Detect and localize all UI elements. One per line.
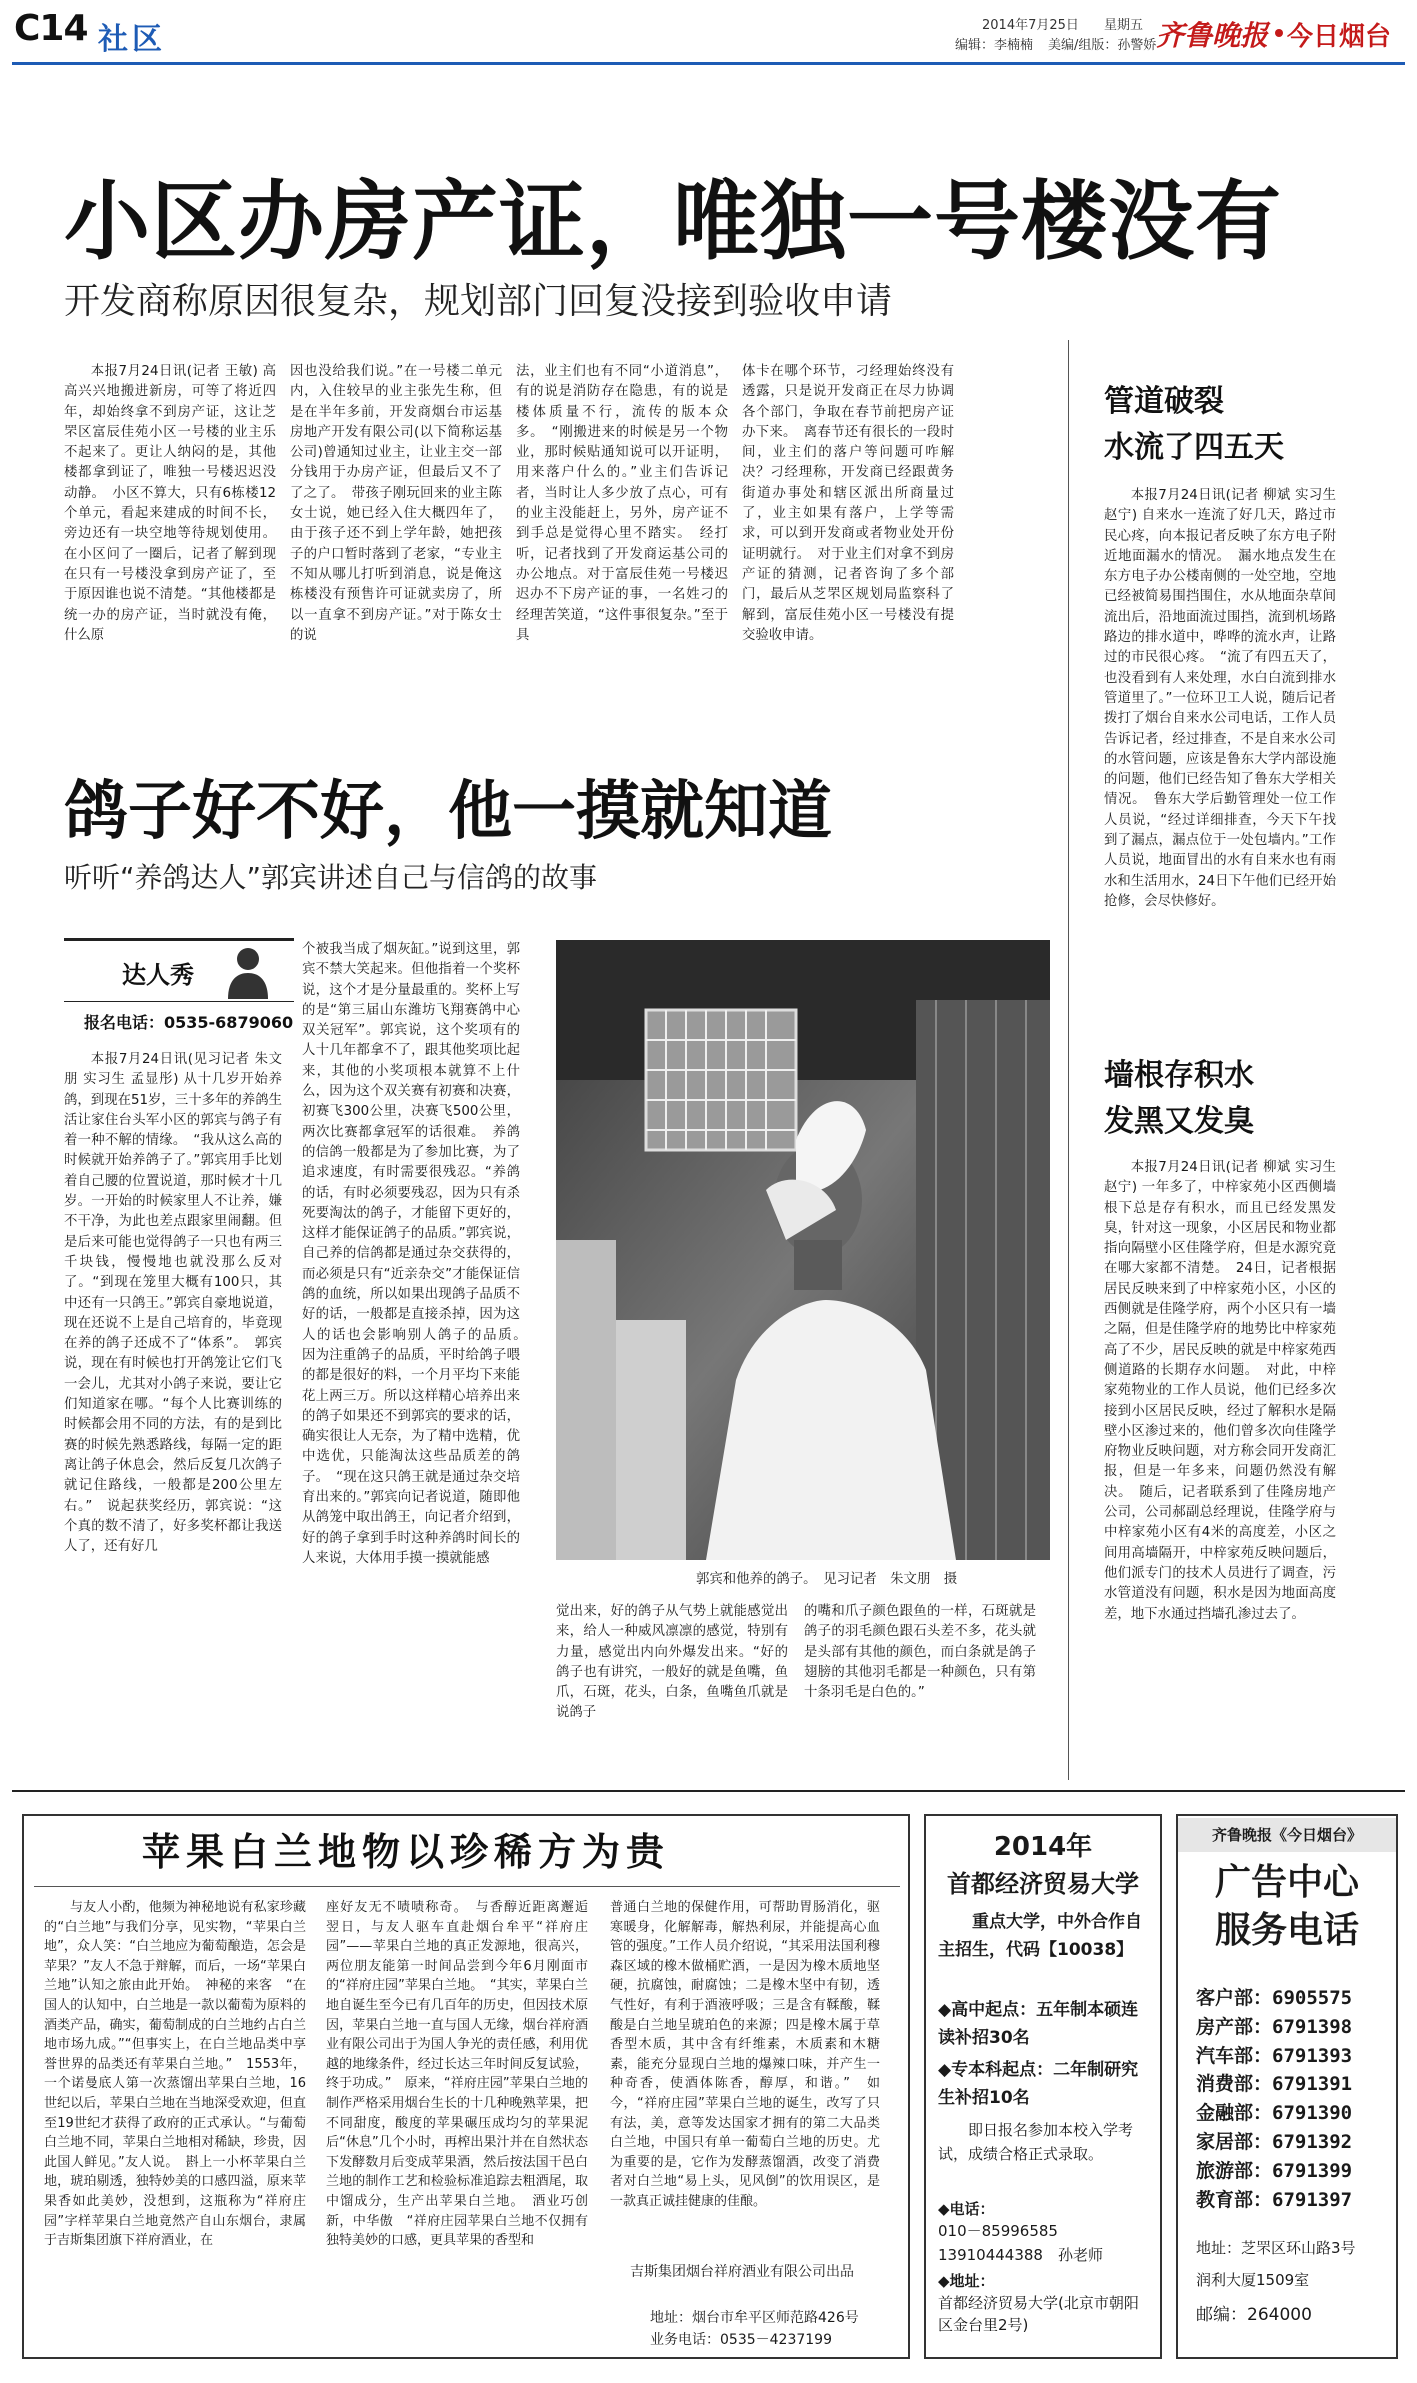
logo-dot [1275,29,1283,37]
university-ad-address: 首都经济贸易大学(北京市朝阳区金台里2号) [938,2294,1139,2334]
ad-center-postcode: 邮编：264000 [1196,2305,1312,2325]
photo-caption: 郭宾和他养的鸽子。 见习记者 朱文朋 摄 [696,1572,958,1587]
ads-top-rule [12,1790,1405,1792]
page-header [0,0,1417,70]
university-ad-tel-label: ◆电话： [938,2200,995,2218]
contact-row: 旅游部：6791399 [1196,2159,1353,2182]
edition-name: 今日烟台 [1287,22,1392,52]
story1-subheadline: 开发商称原因很复杂，规划部门回复没接到验收申请 [64,281,893,322]
brandy-ad-address: 地址：烟台市牟平区师范路426号 [650,2310,859,2326]
university-ad-item1: ◆高中起点：五年制本硕连读补招30名 [938,2000,1139,2048]
section-name: 社区 [98,22,166,57]
ad-center-top: 齐鲁晚报《今日烟台》 [1178,1818,1396,1852]
contact-row: 家居部：6791392 [1196,2130,1353,2153]
contact-list [1196,1984,1392,2214]
story1-col4: 体卡在哪个环节，刁经理始终没有透露，只是说开发商正在尽力协调各个部门，争取在春节前把房产证办下来。 离春节还有很长的一段时间，业主们的落户等问题可咋解决？刁经理称，开发商已经跟黄务街道办事处和辖区派出所商量过了，业主如果有落户，上学等需求，可以到开发商或者物业处开份证明就行。 对于业主们对拿不到房产证的猜测，记者咨询了多个部门，最后从芝罘区规划局监察科了解到，富辰佳苑小区一号楼没有提交验收申请。 [742,364,954,643]
brandy-ad-col3: 普通白兰地的保健作用，可帮助胃肠消化，驱寒暖身，化解解毒，解热利尿，并能提高心血管的强度。”工作人员介绍说，“其采用法国利穆森区域的橡木做桶贮酒，一是因为橡木质地坚硬，抗腐蚀，耐腐蚀；二是橡木坚中有韧，透气性好，有利于酒液呼吸；三是含有鞣酸，鞣酸是白兰地呈琥珀色的来源；四是橡木属于草香型木质，其中含有纤维素，木质素和木糖素，能充分显现白兰地的爆辣口味，并产生一种奇香，使酒体陈香，醇厚，和谐。” 如今，“祥府庄园”苹果白兰地的诞生，改写了只有法，美，意等发达国家才拥有的第二大品类白兰地，中国只有单一葡萄白兰地的历史。尤为重要的是，它作为发酵蒸馏酒，改变了消费者对白兰地“易上头，见风倒”的饮用误区，是一款真正诚挂健康的佳酿。 [610,1900,880,2209]
university-ad-school: 首都经济贸易大学 [947,1870,1139,1898]
side1-title-2: 水流了四五天 [1104,430,1284,465]
side2-title-1: 墙根存积水 [1104,1058,1254,1093]
story2-headline: 鸽子好不好，他一摸就知道 [64,775,832,849]
ad-center-title1: 广告中心 [1214,1862,1359,1903]
person-silhouette-icon [224,943,272,999]
header-date: 2014年7月25日 [982,18,1079,33]
contact-row: 汽车部：6791393 [1196,2044,1353,2067]
page-code: C14 [14,8,88,49]
header-weekday: 星期五 [1104,18,1144,33]
header-rule [12,62,1405,65]
story2-col2: 个被我当成了烟灰缸。”说到这里，郭宾不禁大笑起来。但他指着一个奖杯说，这个才是分量最重的。奖杯上写的是“第三届山东潍坊飞翔赛鸽中心双关冠军”。郭宾说，这个奖项有的人十几年都拿不了，跟其他奖项比起来，其他的小奖项根本就算不上什么，因为这个双关赛有初赛和决赛，初赛飞300公里，决赛飞500公里，两次比赛都拿冠军的话很难。 养鸽的信鸽一般都是为了参加比赛，为了追求速度，有时需要很残忍。“养鸽的话，有时必须要残忍，因为只有杀死要淘汰的鸽子，才能留下更好的，这样才能保证鸽子的品质。”郭宾说，自己养的信鸽都是通过杂交获得的，而必须是只有“近亲杂交”才能保证信鸽的血统，所以如果出现鸽子品质不好的话，一般都是直接杀掉，因为这人的话也会影响别人鸽子的品质。 因为注重鸽子的品质，平时给鸽子喂的都是很好的料，一个月平均下来能花上两三万。所以这样精心培养出来的鸽子如果还不到郭宾的要求的话，确实很让人无奈，为了精中选精，优中选优，只能淘汰这些品质差的鸽子。 “现在这只鸽王就是通过杂交培育出来的。”郭宾向记者说道，随即他从鸽笼中取出鸽王，向记者介绍到，好的鸽子拿到手时这种养鸽时间长的人来说，大体用手摸一摸就能感 [302,942,534,1566]
story1-col1: 本报7月24日讯(记者 王敏) 高高兴兴地搬进新房，可等了将近四年，却始终拿不到房产证，这让芝罘区富辰佳苑小区一号楼的业主乐不起来了。更让人纳闷的是，其他楼都拿到证了，唯独一号楼迟迟没动静。 小区不算大，只有6栋楼12个单元，看起来建成的时间不长，旁边还有一块空地等待规划使用。在小区问了一圈后，记者了解到现在只有一号楼没拿到房产证了，至于原因谁也说不清楚。“其他楼都是统一办的房产证，当时就没有俺，什么原 [64,364,276,643]
contact-row: 教育部：6791397 [1196,2188,1353,2211]
story1-col3: 法，业主们也有不同“小道消息”，有的说是消防存在隐患，有的说是楼体质量不行，流传的版本众多。 “刚搬进来的时候是另一个物业，那时候贴通知说可以开证明，用来落户什么的。”业主们告诉记者，当时让人多少放了点心，可有的业主没能赶上，另外，房产证不到手总是觉得心里不踏实。 经打听，记者找到了开发商运基公司的办公地点。对于富辰佳苑一号楼迟迟办不下房产证的事，一名姓刁的经理苦笑道，“这件事很复杂。”至于具 [516,364,728,643]
brandy-ad-company: 吉斯集团烟台祥府酒业有限公司出品 [630,2264,854,2280]
story1-col2: 因也没给我们说。”在一号楼二单元内，入住较早的业主张先生称，但是在半年多前，开发商烟台市运基房地产开发有限公司(以下简称运基公司)曾通知过业主，让业主交一部分钱用于办房产证，但最后又不了了之了。 带孩子刚玩回来的业主陈女士说，她已经入住大概四年了，由于孩子还不到上学年龄，她把孩子的户口暂时落到了老家，“专业主不知从哪儿打听到消息，说是俺这栋楼没有预售许可证就卖房了，所以一直拿不到房产证。”对于陈女士的说 [290,364,502,643]
contact-row: 消费部：6791391 [1196,2073,1353,2096]
university-ad-tel1: 010－85996585 [938,2222,1058,2240]
brandy-ad-rule [34,1886,900,1887]
contact-row: 客户部：6905575 [1196,1987,1353,2009]
university-ad-tel2: 13910444388 孙老师 [938,2246,1103,2264]
ad-center-address2: 润利大厦1509室 [1196,2271,1310,2289]
side2-title-2: 发黑又发臭 [1104,1104,1254,1139]
story2-bottom-col-b: 的嘴和爪子颜色跟鱼的一样，石斑就是鸽子的羽毛颜色跟石头差不多，花头就是头部有其他的颜色，而白条就是鸽子翅膀的其他羽毛都是一种颜色，只有第十条羽毛是白色的。” [804,1604,1036,1701]
paper-logo: 齐鲁晚报 [1156,19,1269,52]
contact-row: 金融部：6791390 [1196,2102,1353,2125]
brandy-ad-phone: 业务电话：0535－4237199 [650,2332,832,2348]
ad-center-title2: 服务电话 [1214,1910,1359,1951]
talent-badge [64,938,294,1002]
brandy-ad-col1: 与友人小酌，他频为神秘地说有私家珍藏的“白兰地”与我们分享，见实物，“苹果白兰地”，众人笑：“白兰地应为葡萄酿造，怎会是苹果？”友人不急于辩解，而后，一场“苹果白兰地”认知之旅由此开始。 神秘的来客 “在国人的认知中，白兰地是一款以葡萄为原料的酒类产品，确实，葡萄制成的白兰地约占白兰地市场九成。”“但事实上，在白兰地品类中享誉世界的品类还有苹果白兰地。” 1553年，一个诺曼底人第一次蒸馏出苹果白兰地，16世纪以后，苹果白兰地在当地深受欢迎，但直至19世纪才获得了政府的正式承认。“与葡萄白兰地不同，苹果白兰地相对稀缺，珍贵，因此国人鲜见。”友人说。 斟上一小杯苹果白兰地，琥珀剔透，独特妙美的口感四溢，原来苹果香如此美妙，没想到，这瓶称为“祥府庄园”字样苹果白兰地竟然产自山东烟台，隶属于吉斯集团旗下祥府酒业，在 [44,1900,306,2249]
side1-title-1: 管道破裂 [1104,384,1224,419]
story2-subheadline: 听听“养鸽达人”郭宾讲述自己与信鸽的故事 [64,861,598,894]
brandy-ad-col2: 座好友无不啧啧称奇。 与香醇近距离邂逅 翌日，与友人驱车直赴烟台牟平“祥府庄园”——苹果白兰地的真正发源地，很高兴，两位朋友能第一时间品尝到今年6月刚面市的“祥府庄园”苹果白兰地。 “其实，苹果白兰地自诞生至今已有几百年的历史，但因技术原因，苹果白兰地一直与国人无缘，烟台祥府酒业有限公司出于为国人争光的责任感，利用优越的地缘条件，经过长达三年时间反复试验，终于功成。” 原来，“祥府庄园”苹果白兰地的制作严格采用烟台生长的十几种晚熟苹果，把不同甜度，酸度的苹果碾压成均匀的苹果泥后“休息”几个小时，再榨出果汁并在自然状态下发酵数月后变成苹果酒，然后按法国干邑白兰地的制作工艺和检验标准追踪去粗酒尾，取中馏成分，生产出苹果白兰地。 酒业巧创新，中华傲 “祥府庄园苹果白兰地不仅拥有独特美妙的口感，更具苹果的香型和 [326,1900,602,2249]
university-ad [924,1814,1162,2359]
brandy-ad-title: 苹果白兰地物以珍稀方为贵 [142,1830,671,1874]
story2-bottom-col-a: 觉出来，好的鸽子从气势上就能感觉出来，给人一种威风凛凛的感觉，特别有力量，感觉出内向外爆发出来。“好的鸽子也有讲究，一般好的就是鱼嘴，鱼爪，石斑，花头，白条，鱼嘴鱼爪就是说鸽子 [556,1604,788,1721]
contact-row: 房产部：6791398 [1196,2015,1353,2038]
pigeon-photo [556,940,1050,1560]
side2-text: 本报7月24日讯(记者 柳斌 实习生 赵宁) 一年多了，中梓家苑小区西侧墙根下总是存有积水，而且已经发黑发臭，针对这一现象，小区居民和物业都指向隔壁小区佳隆学府，但是水源究竟在哪大家都不清楚。 24日，记者根据居民反映来到了中梓家苑小区，小区的西侧就是佳隆学府，两个小区只有一墙之隔，但是佳隆学府的地势比中梓家苑高了不少，居民反映的就是中梓家苑西侧道路的长期存水问题。 对此，中梓家苑物业的工作人员说，他们已经多次接到小区居民反映，经过了解积水是隔壁小区渗过来的，他们曾多次向佳隆学府物业反映问题，对方称会同开发商汇报，但是一年多来，问题仍然没有解决。 随后，记者联系到了佳隆房地产公司，公司郝副总经理说，佳隆学府与中梓家苑小区有4米的高度差，小区之间用高墙隔开，中梓家苑反映问题后，他们派专门的技术人员进行了调查，污水管道没有问题，积水是因为地面高度差，地下水通过挡墙孔渗过去了。 [1104,1160,1336,1622]
brandy-ad [22,1814,910,2359]
talent-badge-label: 达人秀 [122,961,194,989]
header-editor: 编辑：李楠楠 [955,38,1034,53]
university-ad-item2: ◆专本科起点：二年制研究生补招10名 [938,2060,1139,2108]
ad-center-box [1176,1814,1398,2359]
university-ad-year: 2014年 [993,1832,1093,1862]
header-designer: 美编/组版：孙警娇 [1048,38,1157,53]
university-ad-addr-label: ◆地址： [938,2272,995,2290]
side1-text: 本报7月24日讯(记者 柳斌 实习生 赵宁) 自来水一连流了好几天，路过市民心疼，向本报记者反映了东方电子附近地面漏水的情况。 漏水地点发生在东方电子办公楼南侧的一处空地，空地已经被简易围挡围住，水从地面杂草间流出后，沿地面流过围挡，流到机场路路边的排水道中，哗哗的流水声，让路过的市民很心疼。 “流了有四五天了，也没看到有人来处理，水白白流到排水管道里了。”一位环卫工人说，随后记者拨打了烟台自来水公司电话，工作人员告诉记者，经过排查，不是自来水公司的水管问题，应该是鲁东大学内部设施的问题，他们已经告知了鲁东大学相关情况。 鲁东大学后勤管理处一位工作人员说，“经过详细排查，今天下午找到了漏点，漏点位于一处包墙内。”工作人员说，地面冒出的水有自来水也有雨水和生活用水，24日下午他们已经开始抢修，会尽快修好。 [1104,488,1336,909]
ad-center-address1: 地址：芝罘区环山路3号 [1196,2239,1356,2257]
signup-phone: 报名电话：0535-6879060 [84,1013,294,1032]
story1-headline: 小区办房产证，唯独一号楼没有 [64,172,1282,272]
university-ad-intro: 重点大学，中外合作自主招生，代码【10038】 [938,1912,1142,1960]
column-divider [1068,340,1069,1780]
university-ad-note: 即日报名参加本校入学考试，成绩合格正式录取。 [938,2121,1134,2163]
story2-col1: 本报7月24日讯(见习记者 朱文朋 实习生 孟显彤) 从十几岁开始养鸽，到现在51岁，三十多年的养鸽生活让家住台头军小区的郭宾与鸽子有着一种不解的情缘。 “我从这么高的时候就开始养鸽子了。”郭宾用手比划着自己腰的位置说道，那时候才十几岁。一开始的时候家里人不让养，嫌不干净，为此也差点跟家里闹翻。但是后来可能也觉得鸽子一只也有两三千块钱，慢慢地也就没那么反对了。“到现在笼里大概有100只，其中还有一只鸽王。”郭宾自豪地说道，现在还说不上是自己培育的，毕竟现在养的鸽子还成不了“体系”。 郭宾说，现在有时候也打开鸽笼让它们飞一会儿，尤其对小鸽子来说，要让它们知道家在哪。“每个人比赛训练的时候都会用不同的方法，有的是到比赛的时候先熟悉路线，每隔一定的距离让鸽子休息会，然后反复几次鸽子就记住路线，一般都是200公里左右。” 说起获奖经历，郭宾说：“这个真的数不清了，好多奖杯都让我送人了，还有好几 [64,1052,282,1555]
